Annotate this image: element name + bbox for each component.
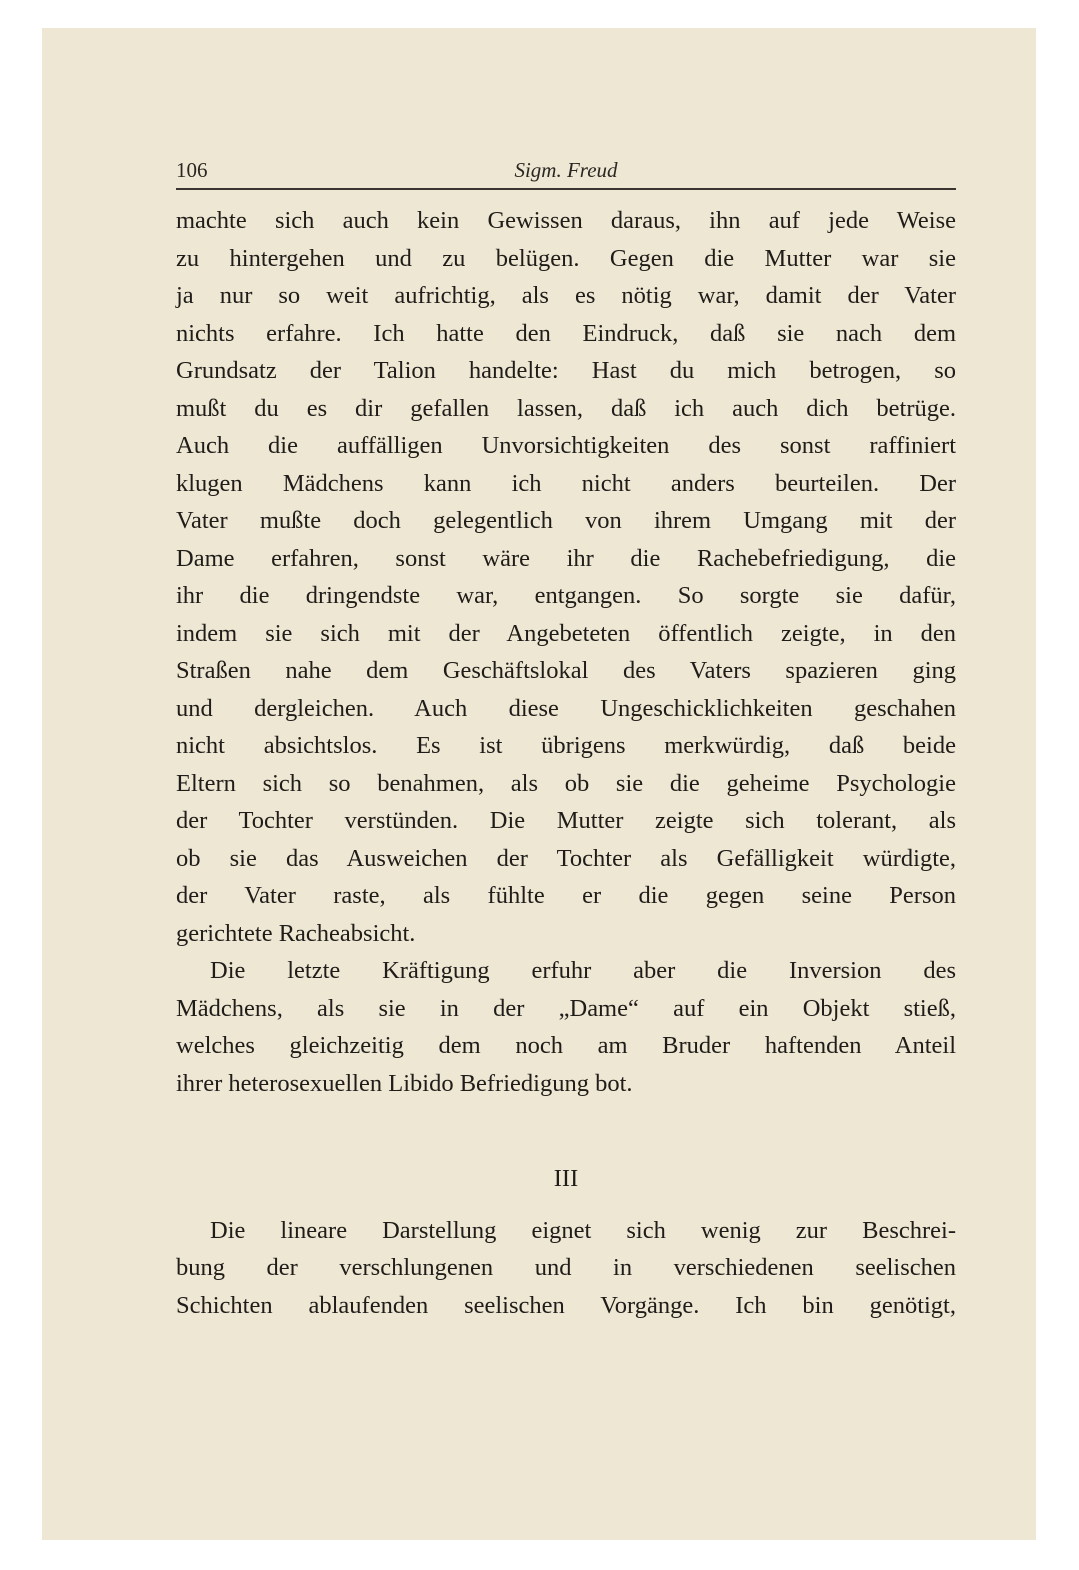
- text-line: Grundsatz der Talion handelte: Hast du mich betrogen, so: [176, 357, 956, 384]
- text-line: ihr die dringendste war, entgangen. So sorgte sie dafür,: [176, 582, 956, 609]
- text-line: Straßen nahe dem Geschäftslokal des Vaters spazieren ging: [176, 657, 956, 684]
- text-line: Die lineare Darstellung eignet sich wenig zur Beschrei-: [210, 1216, 956, 1244]
- text-line: nichts erfahre. Ich hatte den Eindruck, daß sie nach dem: [176, 319, 956, 347]
- text-line: Auch die auffälligen Unvorsichtigkeiten des sonst raffiniert: [176, 432, 956, 459]
- text-line: indem sie sich mit der Angebeteten öffentlich zeigte, in den: [176, 619, 956, 647]
- text-line: zu hintergehen und zu belügen. Gegen die Mutter war sie: [176, 244, 956, 272]
- text-line: Eltern sich so benahmen, als ob sie die geheime Psychologie: [176, 769, 956, 797]
- text-line: Vater mußte doch gelegentlich von ihrem Umgang mit der: [176, 507, 956, 534]
- text-line: gerichtete Racheabsicht.: [176, 919, 416, 947]
- text-line: welches gleichzeitig dem noch am Bruder haftenden Anteil: [176, 1032, 956, 1059]
- text-line: mußt du es dir gefallen lassen, daß ich auch dich betrüge.: [176, 394, 956, 422]
- page-body: [176, 202, 956, 1324]
- page-number: 106: [176, 158, 208, 182]
- page-header: [176, 152, 956, 188]
- text-line: klugen Mädchens kann ich nicht anders beurteilen. Der: [176, 469, 956, 497]
- text-line: ja nur so weit aufrichtig, als es nötig war, damit der Vater: [176, 282, 956, 309]
- text-line: machte sich auch kein Gewissen daraus, ihn auf jede Weise: [176, 207, 956, 234]
- header-rule: [176, 188, 956, 190]
- text-line: Schichten ablaufenden seelischen Vorgänge. Ich bin genötigt,: [176, 1291, 956, 1319]
- text-line: der Vater raste, als fühlte er die gegen seine Person: [176, 882, 956, 909]
- text-line: Dame erfahren, sonst wäre ihr die Rachebefriedigung, die: [176, 544, 956, 572]
- text-line: und dergleichen. Auch diese Ungeschicklichkeiten geschahen: [176, 694, 956, 722]
- text-line: Mädchens, als sie in der „Dame“ auf ein Objekt stieß,: [176, 994, 956, 1022]
- text-line: ob sie das Ausweichen der Tochter als Gefälligkeit würdigte,: [176, 844, 956, 872]
- text-line: der Tochter verstünden. Die Mutter zeigte sich tolerant, als: [176, 807, 956, 834]
- running-title: Sigm. Freud: [514, 158, 618, 182]
- text-line: ihrer heterosexuellen Libido Befriedigung bot.: [176, 1069, 633, 1097]
- paragraph: [176, 1212, 956, 1325]
- paragraph: [176, 952, 956, 1102]
- text-line: Die letzte Kräftigung erfuhr aber die Inversion des: [210, 957, 956, 984]
- paragraph: [176, 202, 956, 952]
- text-line: bung der verschlungenen und in verschiedenen seelischen: [176, 1254, 956, 1281]
- text-line: nicht absichtslos. Es ist übrigens merkwürdig, daß beide: [176, 732, 956, 759]
- section-heading: III: [553, 1165, 579, 1192]
